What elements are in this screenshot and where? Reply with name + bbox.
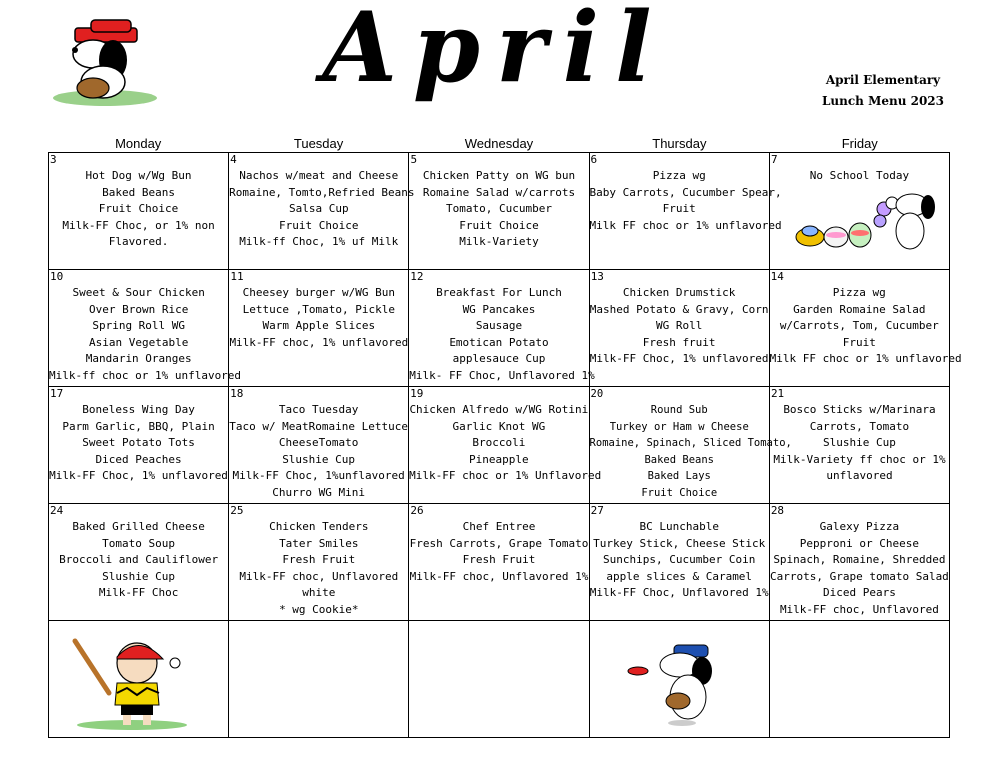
day-number: 7 (770, 153, 778, 166)
weekday-tuesday: Tuesday (293, 136, 344, 151)
menu-item: Salsa Cup (288, 202, 349, 216)
menu-item: Milk-FF Choc, Unflavored 1% (589, 586, 769, 600)
menu-item: apple slices & Caramel (606, 569, 753, 583)
menu-item: Cheesey burger w/WG Bun (242, 286, 395, 299)
day-number: 5 (410, 153, 418, 166)
day-cell (590, 504, 770, 621)
menu-item: applesauce Cup (452, 352, 546, 366)
menu-item: Fresh Fruit (462, 553, 536, 567)
empty-cell (229, 621, 409, 738)
calendar-grid (48, 152, 962, 738)
menu-item: Carrots, Grape tomato Salad (770, 569, 949, 583)
day-number: 6 (590, 153, 598, 166)
day-number: 3 (50, 153, 57, 166)
menu-item: Fresh fruit (642, 335, 716, 349)
menu-item: Milk-FF choc, Unflavored (239, 569, 399, 583)
menu-items (409, 153, 588, 251)
menu-item: Asian Vegetable (89, 335, 189, 349)
day-cell (229, 153, 415, 270)
day-number: 17 (50, 387, 64, 400)
menu-item: Baby Carrots, Cucumber Spear, (589, 185, 782, 199)
menu-item: Broccoli and Cauliflower (59, 553, 219, 567)
snoopy-baseball-icon (35, 10, 170, 110)
menu-item: WG Roll (655, 319, 703, 333)
day-number: 12 (410, 270, 424, 283)
menu-item: Turkey Stick, Cheese Stick (593, 536, 766, 550)
menu-item: Pineapple (469, 452, 529, 466)
day-number: 14 (770, 270, 784, 283)
menu-item: unflavored (826, 469, 893, 483)
day-number: 26 (410, 504, 424, 517)
day-cell (770, 504, 950, 621)
menu-items (229, 387, 408, 502)
menu-item: Tomato Soup (102, 536, 176, 550)
week-row (49, 387, 950, 504)
menu-item: Baked Beans (102, 185, 175, 199)
menu-item: Slushie Cup (823, 436, 896, 450)
menu-items (770, 153, 949, 185)
day-number: 24 (50, 504, 64, 517)
menu-items (229, 270, 408, 351)
weekday-thursday: Thursday (652, 136, 707, 151)
menu-year: Lunch Menu 2023 (821, 94, 945, 108)
menu-item: Milk-FF choc, Unflavored (779, 602, 939, 616)
menu-item: CheeseTomato (278, 436, 359, 450)
menu-item: Flavored. (108, 235, 169, 249)
menu-item: Milk- FF Choc, Unflavored 1% (409, 368, 595, 382)
menu-item: Garden Romaine Salad (793, 302, 926, 316)
empty-cell (409, 621, 589, 738)
week-row (49, 621, 950, 738)
lunch-calendar (48, 135, 962, 738)
weekday-wednesday: Wednesday (464, 136, 534, 151)
menu-items (770, 387, 949, 485)
week-row (49, 270, 962, 387)
menu-item: Pepproni or Cheese (799, 536, 920, 550)
menu-item: Pizza wg (832, 286, 886, 299)
school-name: April Elementary (825, 73, 941, 87)
menu-item: Spring Roll WG (92, 319, 186, 333)
menu-item: Carrots, Tomato (809, 419, 910, 433)
day-number: 10 (50, 270, 64, 283)
menu-item: w/Carrots, Tom, Cucumber (779, 319, 939, 333)
menu-item: Sunchips, Cucumber Coin (603, 553, 756, 567)
day-number: 25 (230, 504, 244, 517)
menu-item: Taco w/ MeatRomaine Lettuce (229, 419, 409, 433)
menu-item: Fresh Fruit (282, 553, 356, 567)
menu-item: Slushie Cup (282, 452, 356, 466)
menu-item: Diced Peaches (95, 452, 182, 466)
menu-item: Milk-ff Choc, 1% uf Milk (239, 235, 399, 249)
menu-item: Fruit (842, 335, 876, 349)
menu-items (49, 153, 228, 251)
month-title: April (322, 0, 668, 104)
menu-item: Emotican Potato (449, 335, 549, 349)
week-row (49, 504, 950, 621)
menu-item: No School Today (809, 169, 910, 182)
menu-item: Fruit Choice (641, 486, 718, 499)
menu-item: Taco Tuesday (278, 403, 359, 416)
day-number: 19 (410, 387, 424, 400)
day-cell (409, 153, 589, 270)
menu-item: Sweet & Sour Chicken (72, 286, 205, 299)
menu-item: Chicken Tenders (269, 520, 369, 533)
menu-item: Fruit Choice (98, 202, 179, 216)
menu-item: Boneless Wing Day (82, 403, 195, 416)
menu-item: white (302, 586, 336, 600)
day-number: 18 (230, 387, 244, 400)
menu-item: Fruit (662, 202, 696, 216)
menu-item: Sausage (475, 319, 523, 333)
day-number: 4 (230, 153, 237, 166)
weekday-monday: Monday (115, 136, 162, 151)
menu-item: Turkey or Ham w Cheese (609, 420, 749, 433)
day-cell (590, 270, 770, 387)
day-cell (49, 387, 229, 504)
day-cell (770, 387, 950, 504)
menu-item: Nachos w/meat and Cheese (239, 169, 399, 182)
day-number: 27 (590, 504, 604, 517)
menu-item: Romaine, Tomto,Refried Beans (229, 185, 415, 199)
menu-item: Milk-FF choc or 1% Unflavored (409, 469, 602, 483)
menu-items (769, 270, 962, 368)
menu-item: Broccoli (472, 436, 526, 450)
snoopy-flowers-icon (788, 191, 938, 253)
menu-item: Tater Smiles (279, 536, 359, 550)
menu-item: Romaine Salad w/carrots (422, 185, 576, 199)
menu-item: Churro WG Mini (272, 485, 365, 499)
day-cell (409, 270, 595, 387)
menu-items (590, 504, 769, 602)
menu-item: Chicken Alfredo w/WG Rotini (409, 403, 589, 416)
day-cell (229, 387, 409, 504)
menu-item: Milk-Variety (459, 235, 539, 249)
day-cell (770, 153, 950, 270)
menu-item: Milk-FF Choc, 1% unflavored (589, 352, 769, 366)
menu-item: Round Sub (650, 404, 708, 416)
menu-items (229, 153, 415, 251)
day-cell (769, 270, 962, 387)
menu-item: Milk-FF Choc (98, 586, 179, 600)
charlie-brown-batter-icon (67, 633, 197, 731)
menu-items (589, 153, 782, 234)
menu-items (409, 504, 588, 585)
empty-cell (49, 621, 229, 738)
menu-item: Romaine, Spinach, Sliced Tomato, (589, 437, 792, 450)
menu-item: Pizza wg (652, 169, 706, 182)
menu-item: Milk-FF choc, 1% unflavored (229, 335, 409, 349)
day-cell (589, 153, 782, 270)
menu-item: Milk-FF Choc, 1% unflavored (49, 469, 228, 483)
snoopy-pitcher-icon (626, 635, 736, 727)
menu-item: Tomato, Cucumber (446, 202, 552, 216)
menu-item: Bosco Sticks w/Marinara (783, 403, 936, 416)
menu-item: Fruit Choice (279, 218, 359, 232)
menu-item: Fruit Choice (459, 218, 539, 232)
menu-item: Fresh Carrots, Grape Tomato (409, 536, 589, 550)
menu-subtitle (818, 70, 948, 112)
menu-item: * wg Cookie* (279, 602, 359, 616)
day-cell (49, 504, 229, 621)
menu-item: Breakfast For Lunch (436, 286, 562, 299)
menu-items (770, 504, 949, 619)
day-cell (229, 504, 409, 621)
menu-items (409, 270, 595, 385)
day-number: 11 (230, 270, 244, 283)
day-cell (49, 153, 229, 270)
menu-item: Milk-FF choc, Unflavored 1% (409, 569, 589, 583)
menu-item: Milk FF choc or 1% unflavored (589, 218, 782, 232)
day-number: 21 (770, 387, 785, 400)
menu-item: Mashed Potato & Gravy, Corn (589, 302, 769, 316)
day-cell (409, 504, 589, 621)
weekday-header (48, 135, 950, 152)
menu-item: WG Pancakes (462, 302, 536, 316)
menu-item: Garlic Knot WG (452, 419, 546, 433)
menu-item: Milk FF choc or 1% unflavored (769, 352, 962, 366)
menu-item: Chef Entree (462, 520, 536, 533)
menu-item: Milk-FF Choc, 1%unflavored (232, 469, 405, 483)
menu-item: Mandarin Oranges (85, 352, 192, 366)
day-cell (229, 270, 409, 387)
menu-item: Parm Garlic, BBQ, Plain (62, 419, 215, 433)
weekday-friday: Friday (841, 136, 878, 151)
menu-item: Baked Beans (644, 453, 715, 466)
menu-item: Baked Lays (647, 470, 711, 483)
menu-item: Baked Grilled Cheese (72, 520, 205, 533)
menu-item: Chicken Patty on WG bun (422, 169, 576, 182)
empty-cell (590, 621, 770, 738)
menu-item: Lettuce ,Tomato, Pickle (242, 302, 395, 316)
menu-item: Milk-FF Choc, or 1% non (62, 218, 215, 232)
menu-item: Milk-Variety ff choc or 1% (773, 452, 946, 466)
day-number: 20 (590, 388, 604, 400)
menu-item: Milk-ff choc or 1% unflavored (49, 368, 242, 382)
menu-items (49, 504, 228, 602)
menu-item: Over Brown Rice (89, 302, 189, 316)
menu-item: Spinach, Romaine, Shredded (773, 553, 946, 567)
empty-cell (770, 621, 950, 738)
menu-items (49, 387, 228, 485)
menu-item: Slushie Cup (102, 569, 176, 583)
menu-item: Diced Pears (822, 586, 896, 600)
menu-items (229, 504, 408, 619)
week-row (49, 153, 950, 270)
day-number: 13 (590, 270, 604, 283)
menu-item: Hot Dog w/Wg Bun (85, 169, 192, 182)
menu-item: Galexy Pizza (819, 520, 900, 533)
menu-item: Chicken Drumstick (622, 286, 736, 299)
menu-item: Sweet Potato Tots (82, 436, 195, 450)
menu-item: Warm Apple Slices (262, 319, 376, 333)
menu-item: BC Lunchable (639, 520, 719, 533)
day-number: 28 (770, 504, 785, 517)
menu-items (590, 270, 769, 368)
